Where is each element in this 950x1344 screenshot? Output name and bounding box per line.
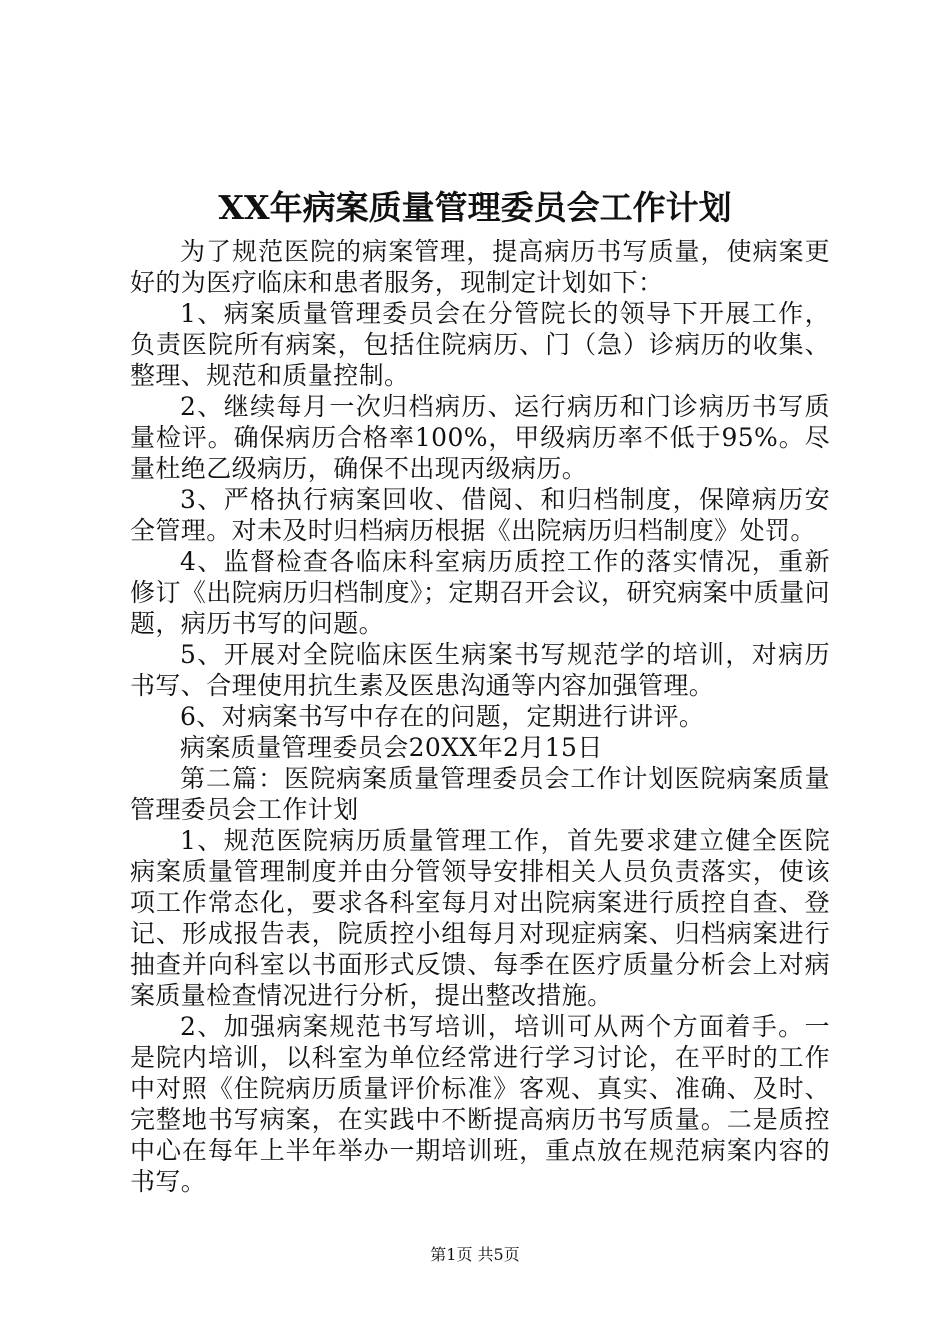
- document-title: XX年病案质量管理委员会工作计划: [218, 188, 732, 227]
- paragraph-signature: 病案质量管理委员会20XX年2月15日: [180, 733, 603, 762]
- document-body: [130, 236, 830, 1197]
- paragraph-section-two-item-1: 1、规范医院病历质量管理工作，首先要求建立健全医院病案质量管理制度并由分管领导安排相关人员负责落实，使该项工作常态化，要求各科室每月对出院病案进行质控自查、登记、形成报告表，院质控小组每月对现症病案、归档病案进行抽查并向科室以书面形式反馈、每季在医疗质量分析会上对病案质量检查情况进行分析，提出整改措施。: [130, 826, 830, 1010]
- paragraph-item-1: 1、病案质量管理委员会在分管院长的领导下开展工作，负责医院所有病案，包括住院病历、门（急）诊病历的收集、整理、规范和质量控制。: [130, 299, 830, 390]
- paragraph-item-4: 4、监督检查各临床科室病历质控工作的落实情况，重新修订《出院病历归档制度》；定期召开会议，研究病案中质量问题，病历书写的问题。: [130, 547, 830, 638]
- paragraph-section-two-item-2: 2、加强病案规范书写培训，培训可从两个方面着手。一是院内培训，以科室为单位经常进行学习讨论，在平时的工作中对照《住院病历质量评价标准》客观、真实、准确、及时、完整地书写病案，在实践中不断提高病历书写质量。二是质控中心在每年上半年举办一期培训班，重点放在规范病案内容的书写。: [130, 1012, 830, 1196]
- paragraph-item-6: 6、对病案书写中存在的问题，定期进行讲评。: [180, 702, 705, 731]
- paragraph-item-2: 2、继续每月一次归档病历、运行病历和门诊病历书写质量检评。确保病历合格率100%，甲级病历率不低于95%。尽量杜绝乙级病历，确保不出现丙级病历。: [130, 392, 830, 483]
- paragraph-intro: 为了规范医院的病案管理，提高病历书写质量，使病案更好的为医疗临床和患者服务，现制定计划如下：: [130, 237, 830, 297]
- page-number-footer: 第1页 共5页: [430, 1245, 520, 1264]
- paragraph-section-two-heading: 第二篇：医院病案质量管理委员会工作计划医院病案质量管理委员会工作计划: [130, 764, 830, 824]
- paragraph-item-3: 3、严格执行病案回收、借阅、和归档制度，保障病历安全管理。对未及时归档病历根据《出院病历归档制度》处罚。: [130, 485, 830, 545]
- paragraph-item-5: 5、开展对全院临床医生病案书写规范学的培训，对病历书写、合理使用抗生素及医患沟通等内容加强管理。: [130, 640, 830, 700]
